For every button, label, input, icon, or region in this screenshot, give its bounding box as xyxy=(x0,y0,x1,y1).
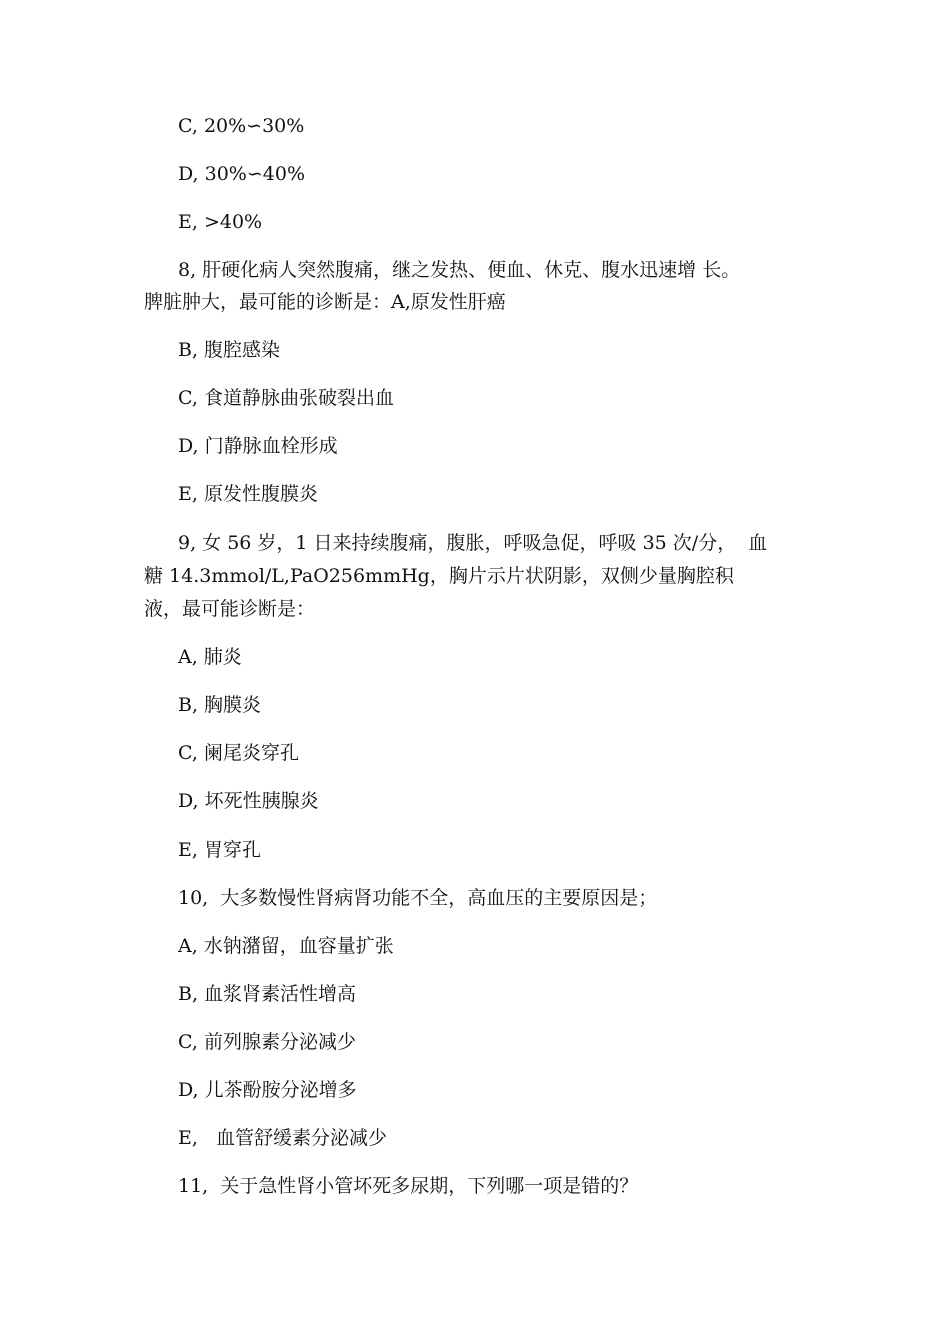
option-d-q8: D, 门静脉血栓形成 xyxy=(178,435,338,457)
question-9-line-1: 9, 女 56 岁，1 日来持续腹痛，腹胀，呼吸急促，呼吸 35 次/分， 血 xyxy=(178,532,768,554)
option-d-q10: D, 儿茶酚胺分泌增多 xyxy=(178,1079,357,1101)
option-e-q10: E, 血管舒缓素分泌减少 xyxy=(178,1127,388,1149)
option-b-q9: B, 胸膜炎 xyxy=(178,694,262,716)
option-e-q7: E, >40% xyxy=(178,211,263,233)
question-9-line-3: 液，最可能诊断是： xyxy=(144,598,316,620)
option-c-q9: C, 阑尾炎穿孔 xyxy=(178,742,299,764)
question-8-line-1: 8, 肝硬化病人突然腹痛，继之发热、便血、休克、腹水迅速增 长。 xyxy=(178,259,741,281)
option-e-q8: E, 原发性腹膜炎 xyxy=(178,483,318,505)
option-c-q7: C, 20%∽30% xyxy=(178,115,305,137)
option-c-q10: C, 前列腺素分泌减少 xyxy=(178,1031,356,1053)
option-a-q9: A, 肺炎 xyxy=(178,646,242,668)
option-c-q8: C, 食道静脉曲张破裂出血 xyxy=(178,387,394,409)
question-11: 11, 关于急性肾小管坏死多尿期，下列哪一项是错的？ xyxy=(178,1175,639,1197)
option-d-q9: D, 坏死性胰腺炎 xyxy=(178,790,319,812)
option-d-q7: D, 30%∽40% xyxy=(178,163,306,185)
question-10: 10, 大多数慢性肾病肾功能不全，高血压的主要原因是； xyxy=(178,887,658,909)
option-e-q9: E, 胃穿孔 xyxy=(178,839,261,861)
option-b-q8: B, 腹腔感染 xyxy=(178,339,281,361)
question-8-line-2: 脾脏肿大，最可能的诊断是：A,原发性肝癌 xyxy=(144,291,506,313)
option-a-q10: A, 水钠潴留，血容量扩张 xyxy=(178,935,394,957)
option-b-q10: B, 血浆肾素活性增高 xyxy=(178,983,357,1005)
question-9-line-2: 糖 14.3mmol/L,PaO256mmHg，胸片示片状阴影，双侧少量胸腔积 xyxy=(144,565,734,587)
